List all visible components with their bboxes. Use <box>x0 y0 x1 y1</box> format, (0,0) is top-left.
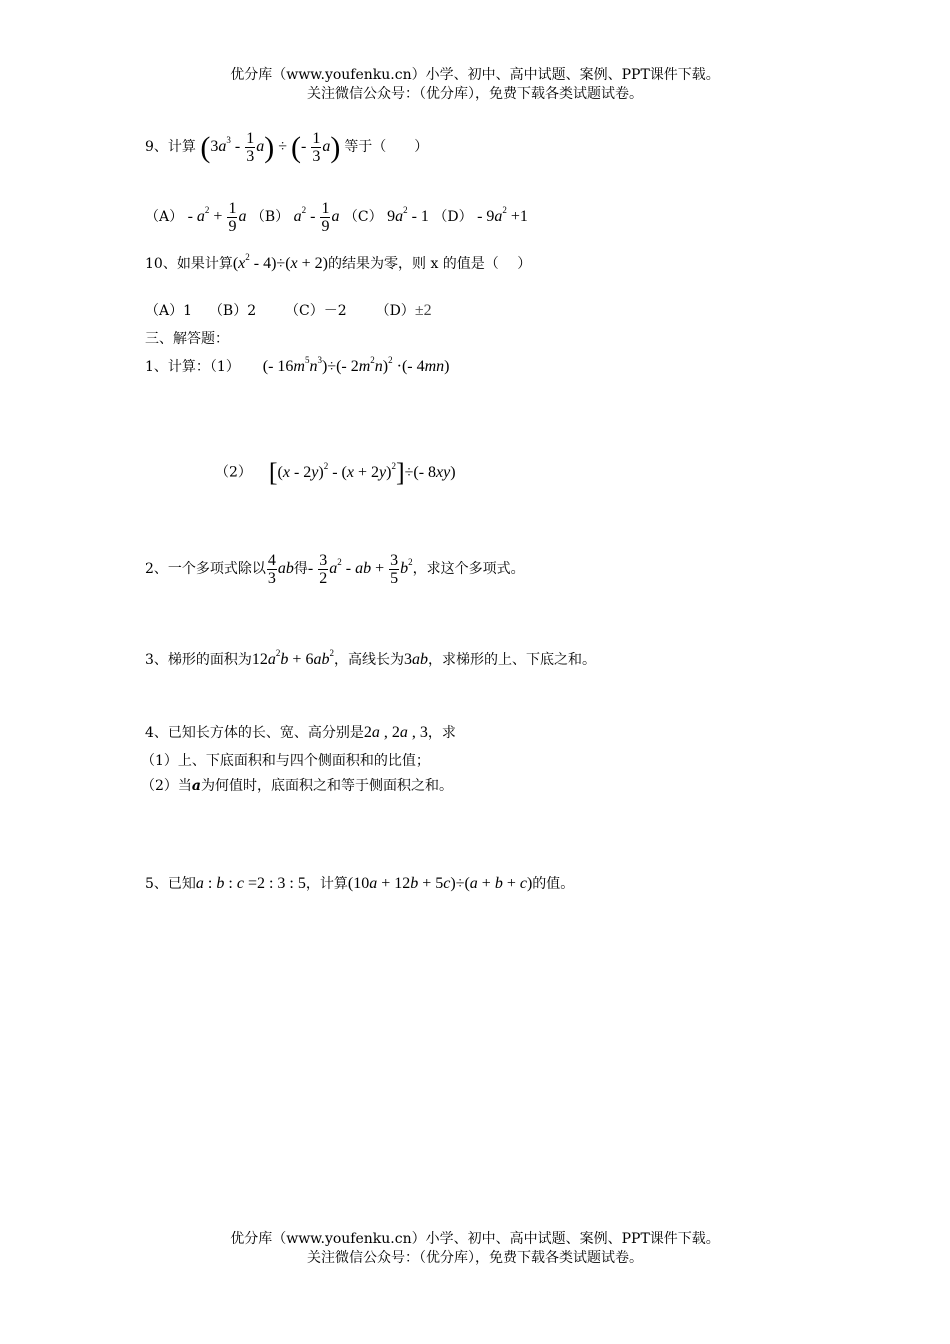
problem-2 <box>145 552 525 587</box>
p1-label: 1、计算：（1） <box>145 359 240 375</box>
p3-mid: ，高线长为 <box>333 652 404 668</box>
footer-line-2: 关注微信公众号：（优分库），免费下载各类试题试卷。 <box>307 1250 643 1266</box>
q10-option-c: （C）－2 <box>285 303 347 319</box>
question-9 <box>145 130 428 165</box>
q10-option-d-value: ±2 <box>414 302 432 319</box>
p2-mid: 得 <box>293 561 308 578</box>
p5-ratio: a : b : c =2 : 3 : 5 <box>195 875 306 892</box>
q10-suffix: 的结果为零，则 x 的值是（ ） <box>328 256 532 272</box>
p4-sub-2-b: 为何值时，底面积之和等于侧面积之和。 <box>201 778 453 794</box>
p5-mid: ，计算 <box>305 876 348 892</box>
p1-expression-1: (- $16m^5n^3)\div(-$ $2m^2n)^2$ ·(- 4mn) <box>262 355 450 375</box>
p4-dimensions: 2a , 2a , 3 <box>363 724 428 741</box>
problem-4 <box>145 722 456 742</box>
q10-option-d-label: （D） <box>375 303 415 319</box>
q9-options <box>145 200 528 235</box>
section-3-title: 三、解答题： <box>145 331 229 347</box>
q9-prefix: 9、计算 <box>145 139 196 156</box>
q9-option-d-label: （D） <box>433 209 473 226</box>
p5-expression: (10a + 12b + 5c)÷(a + b + c) <box>347 875 533 892</box>
p4-suffix: ，求 <box>427 725 456 741</box>
p5-prefix: 5、已知 <box>145 876 196 892</box>
question-10 <box>145 252 531 273</box>
header-line-2: 关注微信公众号：（优分库），免费下载各类试题试卷。 <box>307 86 643 102</box>
q9-option-c-label: （C） <box>343 209 383 226</box>
q10-expression: $(x^2 - 4)\div(x + 2)$ <box>232 252 328 272</box>
p2-prefix: 2、一个多项式除以 <box>145 561 266 578</box>
p4-sub-2-a: （2）当 <box>141 778 192 794</box>
header <box>0 66 950 104</box>
q10-prefix: 10、如果计算 <box>145 256 233 272</box>
problem-5 <box>145 873 574 893</box>
p3-prefix: 3、梯形的面积为 <box>145 652 252 668</box>
q9-option-c: $9a^2 - 1$ <box>387 205 429 226</box>
problem-3 <box>145 648 596 669</box>
problem-1-part-2 <box>215 458 456 488</box>
p3-suffix: ，求梯形的上、下底之和。 <box>427 652 596 668</box>
p2-divisor: $\frac{4}{3}$ ab <box>267 552 294 587</box>
p2-quotient: - $\frac{3}{2}$ $a^2$ - ab + $\frac{3}{5}$ $b^2$ <box>307 552 413 587</box>
footer-line-1: 优分库（www.youfenku.cn）小学、初中、高中试题、案例、PPT课件下载。 <box>230 1231 720 1247</box>
p4-sub-1: （1）上、下底面积和与四个侧面积和的比值； <box>141 753 430 769</box>
q9-option-b: $a^2$ - $\frac{1}{9}$ a <box>293 200 340 235</box>
p4-prefix: 4、已知长方体的长、宽、高分别是 <box>145 725 364 741</box>
p2-suffix: ，求这个多项式。 <box>412 561 525 578</box>
header-line-1: 优分库（www.youfenku.cn）小学、初中、高中试题、案例、PPT课件下载。 <box>230 67 720 83</box>
q10-option-a: （A）1 <box>145 303 193 319</box>
q9-option-b-label: （B） <box>250 209 290 226</box>
p5-suffix: 的值。 <box>532 876 575 892</box>
p4-sub-2: （2）当a为何值时，底面积之和等于侧面积之和。 <box>141 778 453 794</box>
p3-area: $12a^2b + 6ab^2$ <box>251 648 334 668</box>
p3-height: 3ab <box>403 651 428 668</box>
q9-expression: ($3a^3$ - $\frac{1}{3}$ a) ÷ (- $\frac{1}{3}$ a) <box>200 130 341 165</box>
q9-suffix: 等于（ ） <box>344 139 429 156</box>
p1-sub2-label: （2） <box>215 464 252 481</box>
q9-option-d: - $9a^2 +1$ <box>477 205 528 226</box>
problem-1 <box>145 355 449 376</box>
q9-option-a-label: （A） <box>145 209 184 226</box>
q9-option-a: - $a^2$ + $\frac{1}{9}$ a <box>187 200 247 235</box>
q10-option-b: （B）2 <box>208 303 257 319</box>
q10-options <box>145 300 432 320</box>
footer <box>0 1230 950 1268</box>
p1-expression-2: $[(x - 2y)^2 - (x + 2y)^2]\div(-$ 8xy) <box>268 458 456 487</box>
